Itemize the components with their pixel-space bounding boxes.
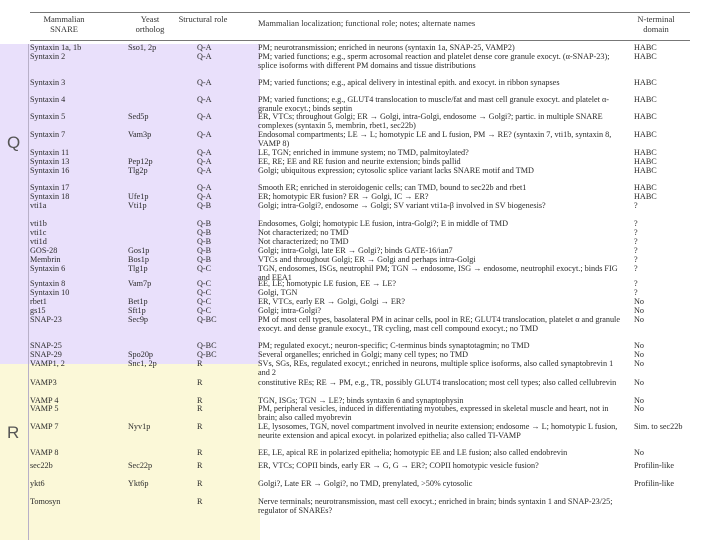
structural-role-cell: Q-B [197,219,212,228]
snare-name-cell: GOS-28 [30,247,58,255]
structural-role-cell: R [197,404,203,413]
table-header [0,14,720,40]
localization-cell: PM of most cell types, basolateral PM in acinar cells, pool in RE; GLUT4 translocation, platelet α and granule exocyt. and dense granule exocyt., TR cycling, mast cell compound exocyt.; no TMD [258,315,620,333]
snare-name-cell: Syntaxin 3 [30,79,66,87]
snare-name-cell: SNAP-23 [30,316,62,324]
localization-cell: VTCs and throughout Golgi; ER → Golgi and perhaps intra-Golgi [258,255,476,264]
localization-cell: TGN, endosomes, ISGs, neutrophil PM; TGN → endosome, ISG → endosome, neutrophil exocyt.; binds FIG and EEA1 [258,264,618,282]
snare-name-cell: Syntaxin 13 [30,158,70,166]
localization-cell: TGN, ISGs; TGN → LE?; binds syntaxin 6 and synaptophysin [258,396,464,405]
structural-role-cell: R [197,448,203,457]
structural-role-cell: Q-A [197,157,212,166]
snare-name-cell: Syntaxin 17 [30,184,70,192]
yeast-ortholog-cell: Sed5p [128,113,149,121]
localization-cell: PM; neurotransmission; enriched in neurons (syntaxin 1a, SNAP-25, VAMP2) [258,43,515,52]
nterminal-cell: HABC [634,78,657,87]
localization-cell: PM; varied functions; e.g., sperm acrosomal reaction and platelet dense core granule exocyt. (α-SNAP-23); splice isoforms with different PM domains and tissue distributions [258,52,610,70]
structural-role-cell: Q-BC [197,341,217,350]
snare-name-cell: Syntaxin 11 [30,149,70,157]
snare-name-cell: Membrin [30,256,61,264]
yeast-ortholog-cell: Bet1p [128,298,148,306]
snare-name-cell: vti1d [30,238,47,246]
yeast-ortholog-cell: Tlg2p [128,167,148,175]
localization-cell: ER, VTCs, early ER → Golgi, Golgi → ER? [258,297,405,306]
structural-role-cell: R [197,422,203,431]
nterminal-cell: ? [634,237,638,246]
structural-role-cell: R [197,359,203,368]
snare-name-cell: SNAP-25 [30,342,62,350]
localization-cell: ER; homotypic ER fusion? ER → Golgi, IC → ER? [258,192,429,201]
structural-role-cell: Q-A [197,52,212,61]
localization-cell: PM, peripheral vesicles, induced in differentiating myotubes, expressed in skeletal muscle and heart, not in brain; also called myobrevin [258,404,609,422]
structural-role-cell: Q-C [197,306,212,315]
structural-role-cell: Q-C [197,279,212,288]
snare-name-cell: Syntaxin 18 [30,193,70,201]
nterminal-cell: No [634,350,645,359]
structural-role-cell: Q-B [197,201,212,210]
nterminal-cell: Profilin-like [634,479,675,488]
localization-cell: PM; regulated exocyt.; neuron-specific; C-terminus binds synaptotagmin; no TMD [258,341,530,350]
nterminal-cell: Sim. to sec22b [634,422,683,431]
localization-cell: ER, VTCs; throughout Golgi; ER → Golgi, intra-Golgi, endosome → Golgi?; partic. in multiple SNARE complexes (syntaxin 5, membrin, rbet1, sec22b) [258,112,603,130]
yeast-ortholog-cell: Tlg1p [128,265,148,273]
header-localization: Mammalian localization; functional role; notes; alternate names [258,18,476,28]
nterminal-cell: ? [634,219,638,228]
localization-cell: ER, VTCs; COPII binds, early ER → G, G → ER?; COPII homotypic vesicle fusion? [258,461,539,470]
snare-name-cell: vti1b [30,220,47,228]
localization-cell: Golgi; ubiquitous expression; cytosolic splice variant lacks SNARE motif and TMD [258,166,534,175]
nterminal-cell: ? [634,264,638,273]
nterminal-cell: No [634,359,645,368]
structural-role-cell: Q-A [197,148,212,157]
snare-name-cell: vti1c [30,229,47,237]
table-top-rule [30,12,690,13]
localization-cell: EE, LE, apical RE in polarized epithelia; homotypic EE and LE fusion; also called endobrevin [258,448,568,457]
snare-name-cell: Syntaxin 2 [30,53,66,61]
yeast-ortholog-cell: Gos1p [128,247,150,255]
header-nterminal-domain: N-terminal domain [637,14,675,34]
nterminal-cell: HABC [634,112,657,121]
structural-role-cell: Q-A [197,166,212,175]
structural-role-cell: Q-BC [197,350,217,359]
structural-role-cell: Q-B [197,228,212,237]
structural-role-cell: R [197,497,203,506]
structural-role-cell: R [197,479,203,488]
nterminal-cell: No [634,396,645,405]
q-group-label: Q [7,133,21,152]
yeast-ortholog-cell: Pep12p [128,158,153,166]
structural-role-cell: R [197,396,203,405]
localization-cell: Not characterized; no TMD [258,237,349,246]
structural-role-cell: Q-A [197,112,212,121]
localization-cell: Not characterized; no TMD [258,228,349,237]
structural-role-cell: Q-A [197,130,212,139]
nterminal-cell: HABC [634,130,657,139]
snare-name-cell: VAMP 7 [30,423,59,431]
localization-cell: PM; varied functions; e.g., apical delivery in intestinal epith. and exocyt. in ribbon synapses [258,78,560,87]
localization-cell: Golgi?, Late ER → Golgi?, no TMD, prenylated, >50% cytosolic [258,479,473,488]
structural-role-cell: R [197,378,203,387]
localization-cell: LE, TGN; enriched in immune system; no TMD, palmitoylated? [258,148,469,157]
structural-role-cell: Q-A [197,183,212,192]
nterminal-cell: ? [634,201,638,210]
nterminal-cell: HABC [634,183,657,192]
structural-role-cell: Q-A [197,43,212,52]
localization-cell: Golgi; intra-Golgi, late ER → Golgi?; binds GATE-16/ian7 [258,246,453,255]
localization-cell: constitutive REs; RE → PM, e.g., TR, possibly GLUT4 translocation; most cell types; also called cellubrevin [258,378,617,387]
nterminal-cell: HABC [634,192,657,201]
nterminal-cell: ? [634,246,638,255]
localization-cell: Endosomal compartments; LE → L; homotypic LE and L fusion, PM → RE? (syntaxin 7, vti1b, syntaxin 8, VAMP 8) [258,130,612,148]
yeast-ortholog-cell: Sft1p [128,307,146,315]
group-divider [28,44,29,540]
header-mammalian-snare: Mammalian SNARE [43,14,85,34]
yeast-ortholog-cell: Bos1p [128,256,149,264]
snare-name-cell: Syntaxin 4 [30,96,66,104]
localization-cell: Endosomes, Golgi; homotypic LE fusion, intra-Golgi?; E in middle of TMD [258,219,508,228]
yeast-ortholog-cell: Spo20p [128,351,154,359]
nterminal-cell: No [634,378,645,387]
nterminal-cell: HABC [634,52,657,61]
snare-name-cell: Syntaxin 7 [30,131,66,139]
snare-name-cell: ykt6 [30,480,45,488]
snare-name-cell: VAMP 8 [30,449,59,457]
structural-role-cell: Q-A [197,95,212,104]
nterminal-cell: No [634,341,645,350]
nterminal-cell: No [634,297,645,306]
header-yeast-ortholog: Yeast ortholog [135,14,165,34]
localization-cell: Golgi; intra-Golgi?, endosome → Golgi; SV variant vti1a-β involved in SV biogenesis? [258,201,546,210]
localization-cell: SVs, SGs, REs, regulated exocyt.; enriched in neurons, multiple splice isoforms, also called synaptobrevin 1 and 2 [258,359,614,377]
table-header-rule [30,40,690,41]
nterminal-cell: Profilin-like [634,461,675,470]
nterminal-cell: HABC [634,157,657,166]
yeast-ortholog-cell: Ufe1p [128,193,149,201]
snare-name-cell: Syntaxin 5 [30,113,66,121]
snare-name-cell: Tomosyn [30,498,61,506]
yeast-ortholog-cell: Vti1p [128,202,147,210]
localization-cell: Nerve terminals; neurotransmission, mast cell exocyt.; enriched in brain; binds syntaxin 1 and SNAP-23/25; regulator of SNAREs? [258,497,613,515]
snare-name-cell: VAMP3 [30,379,57,387]
localization-cell: Smooth ER; enriched in steroidogenic cells; can TMD, bound to sec22b and rbet1 [258,183,527,192]
nterminal-cell: HABC [634,95,657,104]
yeast-ortholog-cell: Ykt6p [128,480,149,488]
structural-role-cell: Q-B [197,237,212,246]
nterminal-cell: No [634,315,645,324]
structural-role-cell: Q-BC [197,315,217,324]
nterminal-cell: ? [634,279,638,288]
nterminal-cell: HABC [634,148,657,157]
structural-role-cell: Q-C [197,297,212,306]
nterminal-cell: HABC [634,43,657,52]
yeast-ortholog-cell: Nyv1p [128,423,151,431]
structural-role-cell: Q-C [197,288,212,297]
structural-role-cell: Q-A [197,78,212,87]
localization-cell: LE, lysosomes, TGN, novel compartment involved in neurite extension; endosome → L; homotypic L fusion, neurite extension and apical exocyt. in polarized epithelia; also called TI-VAMP [258,422,618,440]
nterminal-cell: No [634,448,645,457]
localization-cell: Golgi, TGN [258,288,298,297]
snare-name-cell: vti1a [30,202,47,210]
localization-cell: Several organelles; enriched in Golgi; many cell types; no TMD [258,350,469,359]
yeast-ortholog-cell: Sec22p [128,462,153,470]
header-structural-role: Structural role [178,14,228,24]
nterminal-cell: ? [634,288,638,297]
yeast-ortholog-cell: Sec9p [128,316,149,324]
snare-name-cell: VAMP1, 2 [30,360,65,368]
yeast-ortholog-cell: Vam7p [128,280,152,288]
structural-role-cell: R [197,461,203,470]
structural-role-cell: Q-B [197,246,212,255]
snare-name-cell: VAMP 4 [30,397,59,405]
structural-role-cell: Q-A [197,192,212,201]
r-group-label: R [7,423,20,442]
structural-role-cell: Q-C [197,264,212,273]
nterminal-cell: No [634,404,645,413]
snare-name-cell: Syntaxin 1a, 1b [30,44,82,52]
snare-name-cell: SNAP-29 [30,351,62,359]
snare-name-cell: Syntaxin 8 [30,280,66,288]
yeast-ortholog-cell: Sso1, 2p [128,44,157,52]
nterminal-cell: No [634,306,645,315]
yeast-ortholog-cell: Vam3p [128,131,152,139]
snare-name-cell: gs15 [30,307,46,315]
snare-name-cell: Syntaxin 10 [30,289,70,297]
localization-cell: Golgi; intra-Golgi? [258,306,321,315]
nterminal-cell: ? [634,228,638,237]
snare-name-cell: sec22b [30,462,53,470]
localization-cell: EE, LE; homotypic LE fusion, EE → LE? [258,279,397,288]
snare-name-cell: Syntaxin 6 [30,265,66,273]
snare-name-cell: Syntaxin 16 [30,167,70,175]
nterminal-cell: ? [634,255,638,264]
yeast-ortholog-cell: Snc1, 2p [128,360,157,368]
localization-cell: PM; varied functions; e.g., GLUT4 translocation to muscle/fat and mast cell granule exocyt. and platelet α-granule exocyt.; binds septin [258,95,610,113]
snare-name-cell: rbet1 [30,298,47,306]
nterminal-cell: HABC [634,166,657,175]
localization-cell: EE, RE; EE and RE fusion and neurite extension; binds pallid [258,157,461,166]
snare-name-cell: VAMP 5 [30,405,59,413]
structural-role-cell: Q-B [197,255,212,264]
